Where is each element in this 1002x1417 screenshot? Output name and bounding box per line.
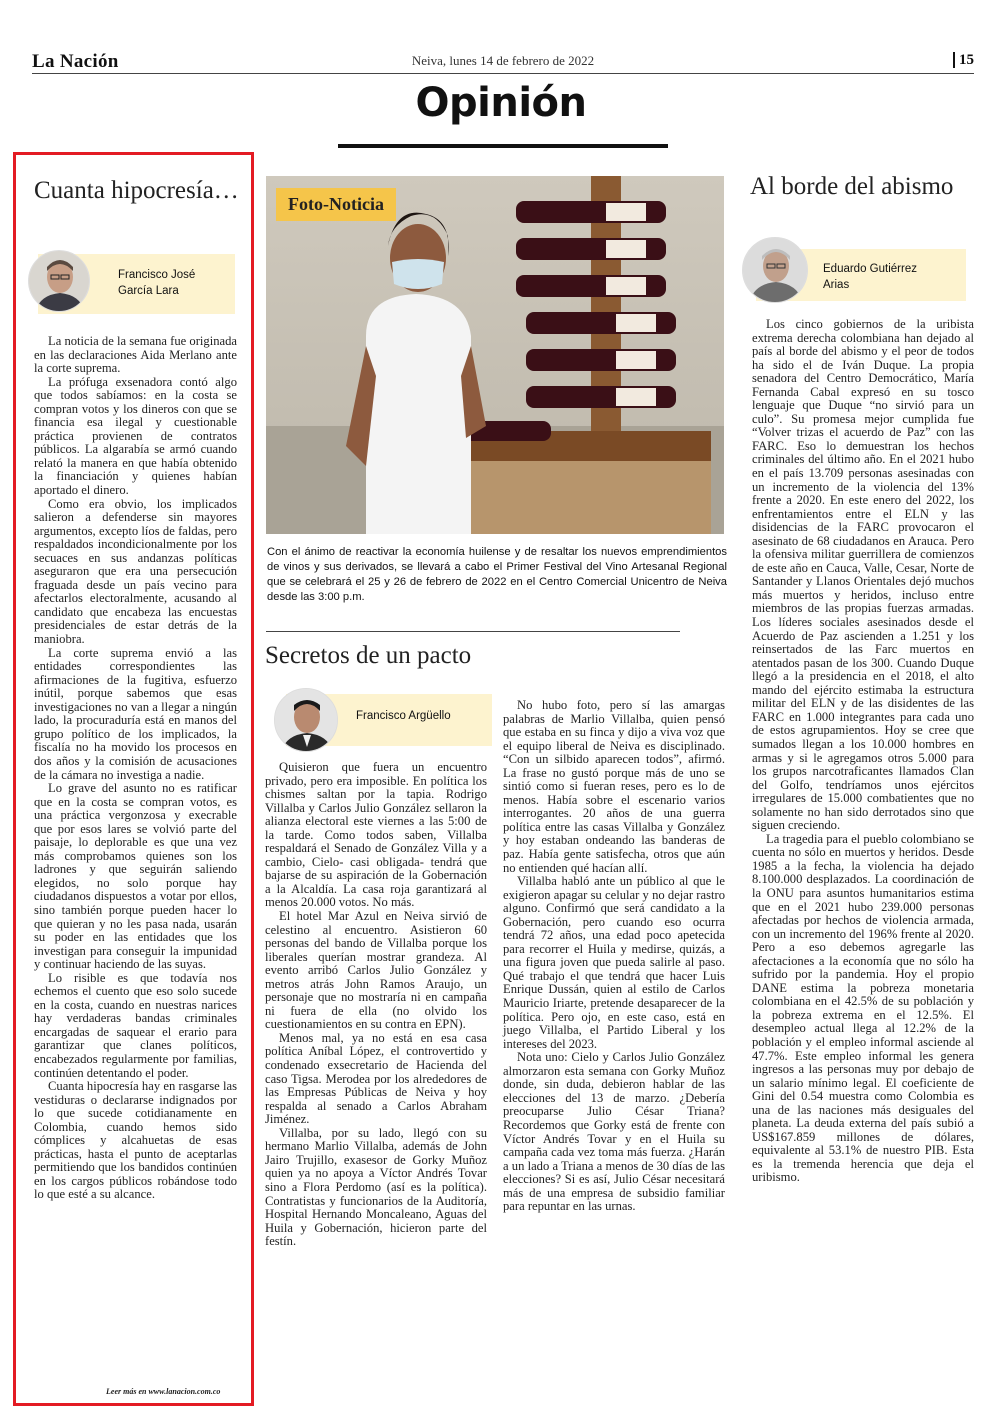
- mid-author-name: Francisco Argüello: [356, 710, 451, 722]
- mid-article-headline: Secretos de un pacto: [265, 642, 472, 669]
- paragraph: Como era obvio, los implicados salieron a defenderse sin mayores argumentos, excepto líos de faldas, pero respaldados incondicionalmente por los secuaces en sus andanzas políticas aseguraron que era una persecución fraguada desde un país vecino para afectarlos electoralmente, acusando al candidato que encabeza las encuestas presidenciales de estar detrás de la maniobra.: [34, 496, 237, 647]
- mid-author-box: [286, 694, 492, 746]
- author-portrait-icon: [275, 689, 338, 752]
- left-author-name-2: García Lara: [118, 285, 179, 297]
- paragraph: La prófuga exsenadora contó algo que todos sabíamos: en la costa se compran votos y los dineros con que se financia esa ilegal y cuestionable práctica provienen de contratos públicos. La algarabía se armó cuando relató la manera en que había obtenido la financiación y quienes habían aportado el dinero.: [34, 374, 237, 498]
- section-rule: [338, 144, 668, 148]
- wine-vendor-photo-icon: [266, 176, 724, 534]
- paragraph: El hotel Mar Azul en Neiva sirvió de celestino al encuentro. Asistieron 60 personas del bando de Villalba porque los liberales querían mostrar grandeza. Al evento arribó Carlos Julio González y metros atrás John Ramos Araujo, un personaje que no mostraría ni en campaña ni fuera de ella (no olvido los cuestionamientos en su contra en EPN).: [265, 909, 487, 1032]
- paragraph: Villalba habló ante un público al que le exigieron apagar su celular y no dejar rastro alguno. Confirmó que será candidato a la Gobernación, pero cuando eso ocurra tendrá 72 años, una edad poco apetecida para recorrer el Huila y medirse, quizás, a una figura joven que pueda salirle al paso. Qué trabajo el que tendrá que hacer Luis Enrique Dussán, quien al estilo de Carlos Mauricio Iriarte, pretende desaparecer de la política. Pero ojo, en este caso, está en juego Villalba, el Partido Liberal y los intereses del 2023.: [503, 874, 725, 1051]
- photo-caption: Con el ánimo de reactivar la economía huilense y de resaltar los nuevos emprendimientos de vinos y sus derivados, se llevará a cabo el Primer Festival del Vino Artesanal Regional que se celebrará el 25 y 26 de febrero de 2022 en el Centro Comercial Unicentro de Neiva desde las 3:00 p.m.: [267, 546, 727, 603]
- section-title: Opinión: [415, 80, 587, 126]
- paragraph: Cuanta hipocresía hay en rasgarse las vestiduras o declararse indignados por lo que sucede cotidianamente en Colombia, cuando hemos sido cómplices y alcahuetas de esas prácticas, hasta el punto de aceptarlas permitiendo que los bandidos continúen en los cargos públicos robándose todo lo que esté a su alcance.: [34, 1079, 237, 1202]
- author-portrait-icon: [743, 238, 808, 303]
- left-article-body: [34, 335, 237, 1202]
- photo-news-image: [266, 176, 724, 534]
- paragraph: La noticia de la semana fue originada en las declaraciones Aida Merlano ante la corte suprema.: [34, 334, 237, 376]
- paragraph: Nota uno: Cielo y Carlos Julio González almorzaron esta semana con Gorky Muñoz donde, sin duda, debieron hablar de las elecciones del 13 de marzo. ¿Debería preocuparse Julio César Triana? Recordemos que Gorky está de frente con Víctor Andrés Tovar y en el Huila su campaña cada vez toma más fuerza. ¿Harán a un lado a Triana a menos de 30 días de las elecciones? Si es así, Julio César necesitará más de una empresa de subsidio familiar para repuntar en las urnas.: [503, 1050, 725, 1214]
- paragraph: La corte suprema envió a las entidades correspondientes las afirmaciones de la fugitiva, esfuerzo inútil, porque sabemos que esas investigaciones no van a llegar a ningún lado, la procuraduría está en manos del grupo político de los implicados, la fiscalía no ha movido los procesos en dos años y la comisión de acusaciones de la cámara no investiga a nadie.: [34, 645, 237, 782]
- mid-article-col-1: [265, 761, 487, 1249]
- paragraph: Los cinco gobiernos de la uribista extrema derecha colombiana han dejado al país al borde del abismo y el peor de todos ha sido el de Iván Duque. La propia senadora del Centro Democrático, María Fernanda Cabal expresó en su tosco lenguaje que Duque “no sirvió para un culo”. Su promesa mejor cumplida fue “Volver trizas el acuerdo de Paz” con las FARC. Eso lo demuestran los hechos criminales del último año. En el 2021 hubo en el país 13.709 personas asesinadas con un incremento de la violencia del 13% frente a 2020. En este enero del 2022, los enfrentamientos entre el ELN y las disidencias de la FARC provocaron el asesinato de 68 ciudadanos en Arauca. Pero la ofensiva militar guerrillera de comienzos de este año en Cauca, Valle, Cesar, Norte de Santander y Llanos Orientales dejó muchos más muertos y heridos, incluso entre miembros de las propias fuerzas armadas. Los líderes sociales asesinados desde el Acuerdo de Paz ascienden a 1.251 y los reinsertados de las Farc muertos en atentados pasan de los 300. Cuando Duque llegó a la presidencia en el 2018, el alto mando del ejército estimaba la estructura militar del ELN y de las disidentes de las FARC en 1.000 integrantes para cada uno de estos agrupamientos. Hoy se cree que sumados llegan a los 10.000 hombres en armas y si le agregamos otros 5.000 para los grupos narcotraficantes llamados Clan del Golfo, tendríamos unos ejércitos irregulares de 15.000 combatientes que no solamente no han sido derrotados sino que siguen creciendo.: [752, 317, 975, 833]
- paragraph: Quisieron que fuera un encuentro privado, pero era imposible. En política los chismes saltan por la tapia. Rodrigo Villalba y Carlos Julio González sellaron la alianza electoral este viernes a las 5:00 de la tarde. Como todos saben, Villalba respaldará el Senado de González Villa y a cambio, Cielo- casi obligada- tendrá que bajarse de su aspiración de la Gobernación a la Alcaldía. La casa roja garantizará al menos 20.000 votos. No más.: [265, 760, 487, 910]
- right-author-name-1: Eduardo Gutiérrez: [823, 263, 917, 275]
- left-article-frame: [13, 152, 254, 1406]
- foto-noticia-badge: Foto-Noticia: [276, 188, 396, 221]
- author-avatar: [274, 688, 338, 752]
- read-more-link[interactable]: Leer más en www.lanacion.com.co: [106, 1387, 221, 1396]
- author-portrait-icon: [29, 251, 90, 312]
- author-avatar: [28, 250, 90, 312]
- mid-article-col-2: [503, 699, 725, 1214]
- dateline: Neiva, lunes 14 de febrero de 2022: [411, 53, 595, 68]
- right-author-name-2: Arias: [823, 279, 850, 291]
- right-article-body: [752, 318, 974, 1185]
- right-author-box: [756, 249, 966, 301]
- paragraph: Villalba, por su lado, llegó con su hermano Marlio Villalba, además de John Jairo Trujillo, exasesor de Gorky Muñoz quien ya no apoya a Víctor Andrés Tovar sino a Flora Perdomo (así es la política). Contratistas y funcionarios de la Auditoría, Hospital Hernando Moncaleano, Aguas del Huila y Gobernación, hicieron parte del festín.: [265, 1125, 487, 1249]
- author-avatar: [742, 237, 808, 303]
- page-number: 15: [953, 52, 974, 68]
- paragraph: No hubo foto, pero sí las amargas palabras de Marlio Villalba, quien pensó que estaba en su finca y dijo a viva voz que el equipo liberal de Neiva es disciplinado. “Con un silbido aparecen todos”, afirmó. La frase no gustó porque más de uno se sintió como si fueran reses, pero es lo de menos. Había sobre el escenario varios interrogantes. 20 años de una guerra política entre las casas Villalba y González y hoy estaban ondeando las banderas de paz. Había gente satisfecha, otros que aún no entienden qué hacían allí.: [503, 698, 725, 875]
- paragraph: La tragedia para el pueblo colombiano se cuenta no sólo en muertos y heridos. Desde 1985 a la fecha, la violencia ha dejado 8.100.000 desplazados. La coordinación de la ONU para asuntos humanitarios estima que en el 2021 hubo 239.000 personas afectadas por hechos de violencia armada, con un incremento del 196% frente al 2020. Pero a eso debemos agregarle las afectaciones a la economía que no sólo ha sufrido por la pandemia. Hoy el propio DANE estima la pobreza monetaria colombiana en el 42.5% de su población y la pobreza extrema en el 12.5%. El desempleo actual llega al 12.2% de la población y el empleo informal asciende al 47.7%. Este empleo informal les genera ingresos a las personas muy por debajo de un salario mínimo legal. El coeficiente de Gini del 0.54 muestra como Colombia es una de las naciones más desiguales del planeta. La deuda externa del país subió a US$167.859 millones de dólares, equivalente al 53.1% de nuestro PIB. Esta es la tremenda herencia que deja el uribismo.: [752, 831, 974, 1185]
- left-author-name-1: Francisco José: [118, 269, 196, 281]
- left-author-box: [38, 254, 235, 314]
- left-article-headline: Cuanta hipocresía…: [34, 177, 239, 204]
- paragraph: Lo grave del asunto no es ratificar que en la costa se compran votos, es una práctica vergonzosa y execrable que por esos lares se volvió parte del paisaje, lo deplorable es que una vez más comprobamos quienes son los ladrones y que seguirán saliendo elegidos, no solo porque hay ciudadanos dispuestos a votar por ellos, sino también porque pueden hacer lo que quieran y no les pasa nada, usarán su poder en las entidades que los investigan para conseguir la impunidad y continuar haciendo de las suyas.: [34, 781, 237, 972]
- divider: [266, 631, 680, 632]
- newspaper-logo: La Nación: [32, 51, 119, 72]
- masthead: [32, 46, 974, 74]
- paragraph: Lo risible es que todavía nos echemos el cuento que eso solo sucede en la costa, cuando en nuestras narices hay verdaderas bandas criminales encargadas de saquear el erario para garantizar que clanes políticos, encabezados regularmente por familias, continúen detentando el poder.: [34, 970, 237, 1080]
- right-article-headline: Al borde del abismo: [750, 173, 954, 200]
- paragraph: Menos mal, ya no está en esa casa política Aníbal López, el controvertido y condenado exsecretario de Hacienda del caso Tigsa. Merodea por los alrededores de las Empresas Públicas de Neiva y hoy respalda al senado a Carlos Abraham Jiménez.: [265, 1030, 487, 1127]
